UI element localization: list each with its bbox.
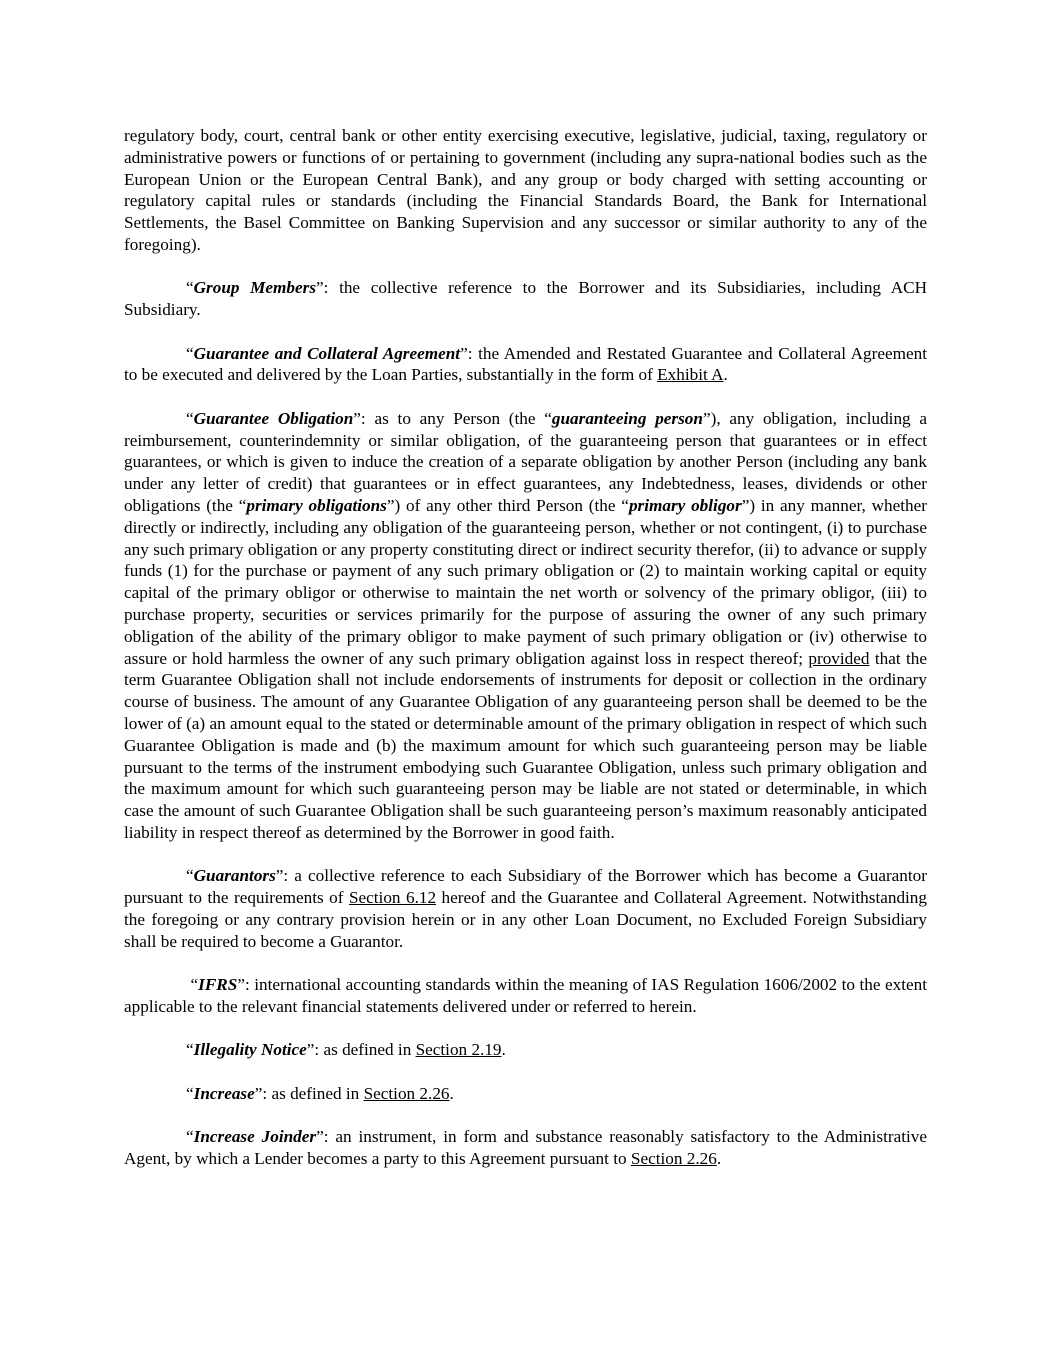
defined-term: Group Members — [193, 278, 317, 298]
term-separator: ”: — [460, 343, 479, 363]
defined-term: Guarantee and Collateral Agreement — [193, 343, 461, 363]
defined-term: Increase Joinder — [193, 1127, 317, 1147]
definition-guarantee-obligation: “Guarantee Obligation”: as to any Person (the “guaranteeing person”), any obligation, including a reimbursement, counterindemnity or similar obligation, of the guaranteeing person that guarantees or in effect guarantees, or which is given to induce the creation of a separate obligation by another Person (including any bank under any letter of credit) that guarantees or in effect guarantees, any Indebtedness, leases, dividends or other obligations (the “primary obligations”) of any other third Person (the “primary obligor”) in any manner, whether directly or indirectly, including any obligation of the guaranteeing person, whether or not contingent, (i) to purchase any such primary obligation or any property constituting direct or indirect security therefor, (ii) to advance or supply funds (1) for the purchase or payment of any such primary obligation or (2) to maintain working capital or equity capital of the primary obligor or otherwise to maintain the net worth or solvency of the primary obligor, (iii) to purchase property, securities or services primarily for the purpose of assuring the owner of any such primary obligation of the ability of the primary obligor to make payment of such primary obligation or (iv) otherwise to assure or hold harmless the owner of any such primary obligation against loss in respect thereof; provided that the term Guarantee Obligation shall not include endorsements of instruments for deposit or collection in the ordinary course of business. The amount of any Guarantee Obligation of any guaranteeing person shall be deemed to be the lower of (a) an amount equal to the stated or determinable amount of the primary obligation in respect of which such Guarantee Obligation is made and (b) the maximum amount for which such guaranteeing person may be liable pursuant to the terms of the instrument embodying such Guarantee Obligation, unless such primary obligation and the maximum amount for which such guaranteeing person may be liable are not stated or determinable, in which case the amount of such Guarantee Obligation shall be such guaranteeing person’s maximum reasonably anticipated liability in respect thereof as determined by the Borrower in good faith. — [124, 408, 928, 842]
definition-text: international accounting standards within the meaning of IAS Regulation 1606/2002 to the extent applicable to the relevant financial statements delivered under or referred to herein. — [124, 975, 927, 1016]
inline-defined-term: primary obligor — [628, 495, 742, 515]
exhibit-reference: Exhibit A — [657, 365, 724, 385]
term-separator: ”: — [316, 1127, 336, 1147]
definition-guarantee-and-collateral-agreement: “Guarantee and Collateral Agreement”: the Amended and Restated Guarantee and Collateral Agreement to be executed and delivered by the Loan Parties, substantially in the form of Exhibit A. — [124, 343, 927, 385]
defined-term: IFRS — [198, 975, 238, 995]
provided-reference: provided — [808, 648, 870, 668]
definition-text-end: . — [716, 1148, 722, 1168]
defined-term: Guarantors — [193, 866, 276, 886]
definition-text: ”) in any manner, whether directly or indirectly, including any obligation of the guaranteeing person, whether or not contingent, (i) to purchase any such primary obligation or any property constituting direct or indirect security therefor, (ii) to advance or supply funds (1) for the purchase or payment of any such primary obligation or (2) to maintain working capital or equity capital of the primary obligor or otherwise to maintain the net worth or solvency of the primary obligor, (iii) to purchase property, securities or services primarily for the purpose of assuring the owner of any such primary obligation of the ability of the primary obligor to make payment of such primary obligation or (iv) otherwise to assure or hold harmless the owner of any such primary obligation against loss in respect thereof; — [124, 495, 927, 668]
section-reference: Section 2.26 — [630, 1148, 717, 1168]
term-separator: ”: — [316, 278, 340, 298]
definition-text-end: . — [723, 365, 728, 385]
definition-text-end: . — [501, 1040, 506, 1060]
definition-text: ”), any obligation, including a reimbursement, counterindemnity or similar obligation, of the guaranteeing person that guarantees or in effect guarantees, or which is given to induce the creation of a separate obligation by another Person (including any bank under any letter of credit) that guarantees or in effect guarantees, any Indebtedness, leases, dividends or other obligations (the “ — [124, 408, 928, 515]
definition-guarantors: “Guarantors”: a collective reference to each Subsidiary of the Borrower which has become a Guarantor pursuant to the requirements of Section 6.12 hereof and the Guarantee and Collateral Agreement. Notwithstanding the foregoing or any contrary provision herein or in any other Loan Document, no Excluded Foreign Subsidiary shall be required to become a Guarantor. — [124, 866, 927, 951]
definition-text: the Amended and Restated Guarantee and Collateral Agreement to be executed and delivered by the Loan Parties, substantially in the form of — [124, 343, 927, 385]
defined-term: Increase — [193, 1083, 255, 1103]
term-separator: ”: — [353, 408, 375, 428]
definition-text: as to any Person (the “ — [374, 408, 552, 428]
definition-text: the collective reference to the Borrower and its Subsidiaries, including ACH Subsidiary. — [124, 278, 928, 320]
definition-text: a collective reference to each Subsidiary of the Borrower which has become a Guarantor pursuant to the requirements of — [124, 866, 927, 908]
section-reference: Section 2.19 — [415, 1040, 502, 1060]
definition-text: as defined in — [271, 1083, 364, 1103]
definition-group-members: “Group Members”: the collective reference to the Borrower and its Subsidiaries, including ACH Subsidiary. — [124, 278, 928, 320]
defined-term: Illegality Notice — [193, 1040, 307, 1060]
definition-text: hereof and the Guarantee and Collateral Agreement. Notwithstanding the foregoing or any contrary provision herein or in any other Loan Document, no Excluded Foreign Subsidiary shall be required to become a Guarantor. — [124, 888, 927, 951]
term-separator: ”: — [275, 866, 295, 886]
defined-term: Guarantee Obligation — [193, 408, 354, 428]
definition-text: that the term Guarantee Obligation shall not include endorsements of instruments for deposit or collection in the ordinary course of business. The amount of any Guarantee Obligation of any guaranteeing person shall be deemed to be the lower of (a) an amount equal to the stated or determinable amount of the primary obligation in respect of which such Guarantee Obligation is made and (b) the maximum amount for which such guaranteeing person may be liable pursuant to the terms of the instrument embodying such Guarantee Obligation, unless such primary obligation and the maximum amount for which such guaranteeing person may be liable are not stated or determinable, in which case the amount of such Guarantee Obligation shall be such guaranteeing person’s maximum reasonably anticipated liability in respect thereof as determined by the Borrower in good faith. — [124, 648, 927, 842]
section-reference: Section 6.12 — [348, 888, 437, 908]
definition-text: ”) of any other third Person (the “ — [386, 495, 629, 515]
intro-paragraph — [124, 125, 927, 256]
definition-increase-joinder: “Increase Joinder”: an instrument, in form and substance reasonably satisfactory to the Administrative Agent, by which a Lender becomes a party to this Agreement pursuant to Section 2.26. — [124, 1127, 927, 1168]
definition-text: as defined in — [323, 1040, 416, 1060]
term-separator: ”: — [306, 1040, 324, 1060]
term-separator: ”: — [237, 975, 255, 995]
inline-defined-term: guaranteeing person — [551, 408, 703, 428]
definition-illegality-notice: “Illegality Notice”: as defined in Section 2.19. — [186, 1040, 506, 1060]
intro-text: regulatory body, court, central bank or other entity exercising executive, legislative, judicial, taxing, regulatory or administrative powers or functions of or pertaining to government (including any supra-national bodies such as the European Union or the European Central Bank), and any group or body charged with setting accounting or regulatory capital rules or standards (including the Financial Standards Board, the Bank for International Settlements, the Basel Committee on Banking Supervision and any successor or similar authority to any of the foregoing). — [124, 126, 927, 254]
definition-ifrs: “IFRS”: international accounting standards within the meaning of IAS Regulation 1606/2002 to the extent applicable to the relevant financial statements delivered under or referred to herein. — [124, 975, 927, 1016]
definition-text: an instrument, in form and substance reasonably satisfactory to the Administrative Agent, by which a Lender becomes a party to this Agreement pursuant to — [124, 1127, 927, 1168]
section-reference: Section 2.26 — [363, 1083, 450, 1103]
definition-increase: “Increase”: as defined in Section 2.26. — [186, 1083, 454, 1103]
document-page — [124, 125, 927, 1191]
term-separator: ”: — [254, 1083, 272, 1103]
definition-text-end: . — [449, 1083, 454, 1103]
inline-defined-term: primary obligations — [246, 495, 387, 515]
